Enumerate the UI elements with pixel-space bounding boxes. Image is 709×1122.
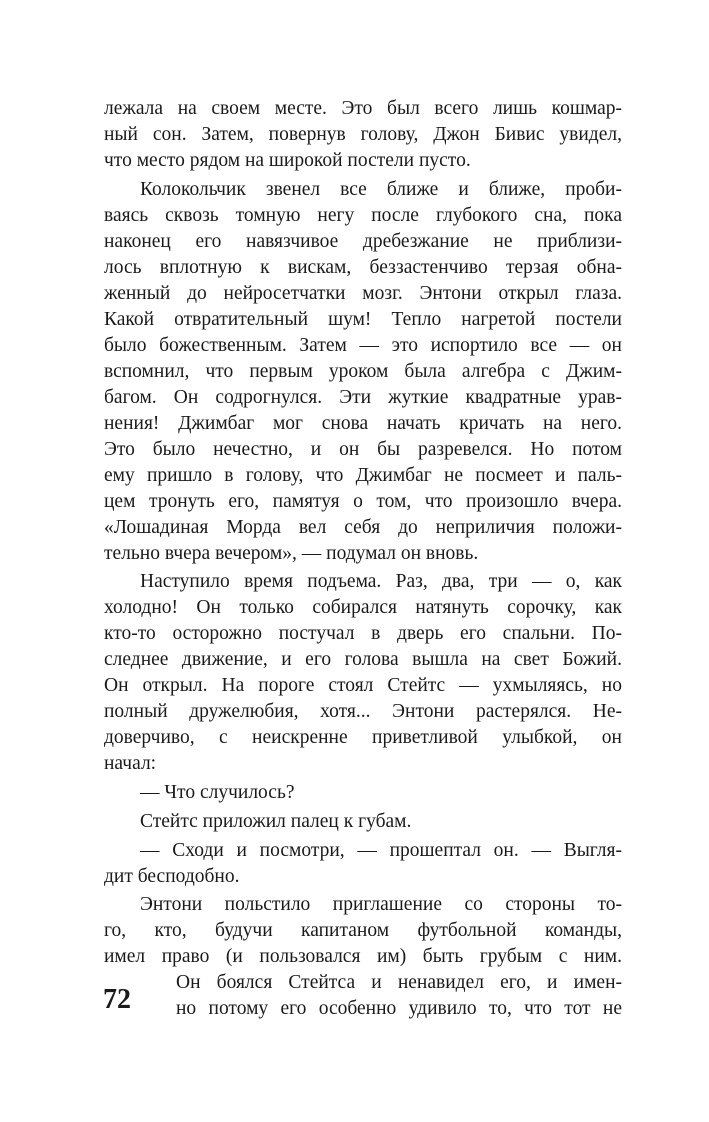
- text-line: тельно вчера вечером», — подумал он вновь.: [104, 543, 479, 564]
- text-line: Это было нечестно, и он бы разревелся. Но потом: [104, 439, 622, 460]
- text-line: лось вплотную к вискам, беззастенчиво терзая обна-: [104, 257, 622, 278]
- text-line: багом. Он содрогнулся. Эти жуткие квадратные урав-: [104, 387, 622, 408]
- text-line: ный сон. Затем, повернув голову, Джон Бивис увидел,: [104, 124, 622, 145]
- text-line: го, кто, будучи капитаном футбольной команды,: [104, 920, 622, 941]
- text-line: доверчиво, с неискренне приветливой улыбкой, он: [104, 727, 622, 748]
- text-line: вспомнил, что первым уроком была алгебра с Джим-: [104, 361, 622, 382]
- text-line: Колокольчик звенел все ближе и ближе, проби-: [140, 179, 622, 200]
- text-line: Стейтс приложил палец к губам.: [140, 811, 412, 832]
- text-line: Он боялся Стейтса и ненавидел его, и имен-: [176, 972, 622, 993]
- text-line: было божественным. Затем — это испортило все — он: [104, 335, 622, 356]
- text-line: Какой отвратительный шум! Тепло нагретой постели: [104, 309, 622, 330]
- text-line: Наступило время подъема. Раз, два, три — о, как: [140, 571, 622, 592]
- text-line: нения! Джимбаг мог снова начать кричать на него.: [104, 413, 622, 434]
- text-line: что место рядом на широкой постели пусто.: [104, 150, 471, 171]
- text-line: женный до нейросетчатки мозг. Энтони открыл глаза.: [104, 283, 622, 304]
- text-line: но потому его особенно удивило то, что тот не: [176, 998, 622, 1019]
- text-line: холодно! Он только собирался натянуть сорочку, как: [104, 597, 622, 618]
- text-line: начал:: [104, 753, 157, 774]
- text-line: Он открыл. На пороге стоял Стейтс — ухмыляясь, но: [104, 675, 622, 696]
- text-line: кто-то осторожно постучал в дверь его спальни. По-: [104, 623, 622, 644]
- text-line: — Сходи и посмотри, — прошептал он. — Выгля-: [140, 840, 622, 861]
- text-line: наконец его навязчивое дребезжание не приблизи-: [104, 231, 622, 252]
- text-line: — Что случилось?: [140, 782, 295, 803]
- text-line: Энтони польстило приглашение со стороны то-: [140, 894, 622, 915]
- text-line: лежала на своем месте. Это был всего лишь кошмар-: [104, 98, 622, 119]
- text-line: «Лошадиная Морда вел себя до неприличия положи-: [104, 517, 622, 538]
- text-line: цем тронуть его, памятуя о том, что произошло вчера.: [104, 491, 622, 512]
- text-line: дит бесподобно.: [104, 866, 240, 887]
- text-line: ваясь сквозь томную негу после глубокого сна, пока: [104, 205, 622, 226]
- page-number: 72: [103, 984, 131, 1015]
- text-line: ему пришло в голову, что Джимбаг не посмеет и паль-: [104, 465, 622, 486]
- text-line: следнее движение, и его голова вышла на свет Божий.: [104, 649, 622, 670]
- text-line: полный дружелюбия, хотя... Энтони растерялся. Не-: [104, 701, 622, 722]
- text-line: имел право (и пользовался им) быть грубым с ним.: [104, 946, 622, 967]
